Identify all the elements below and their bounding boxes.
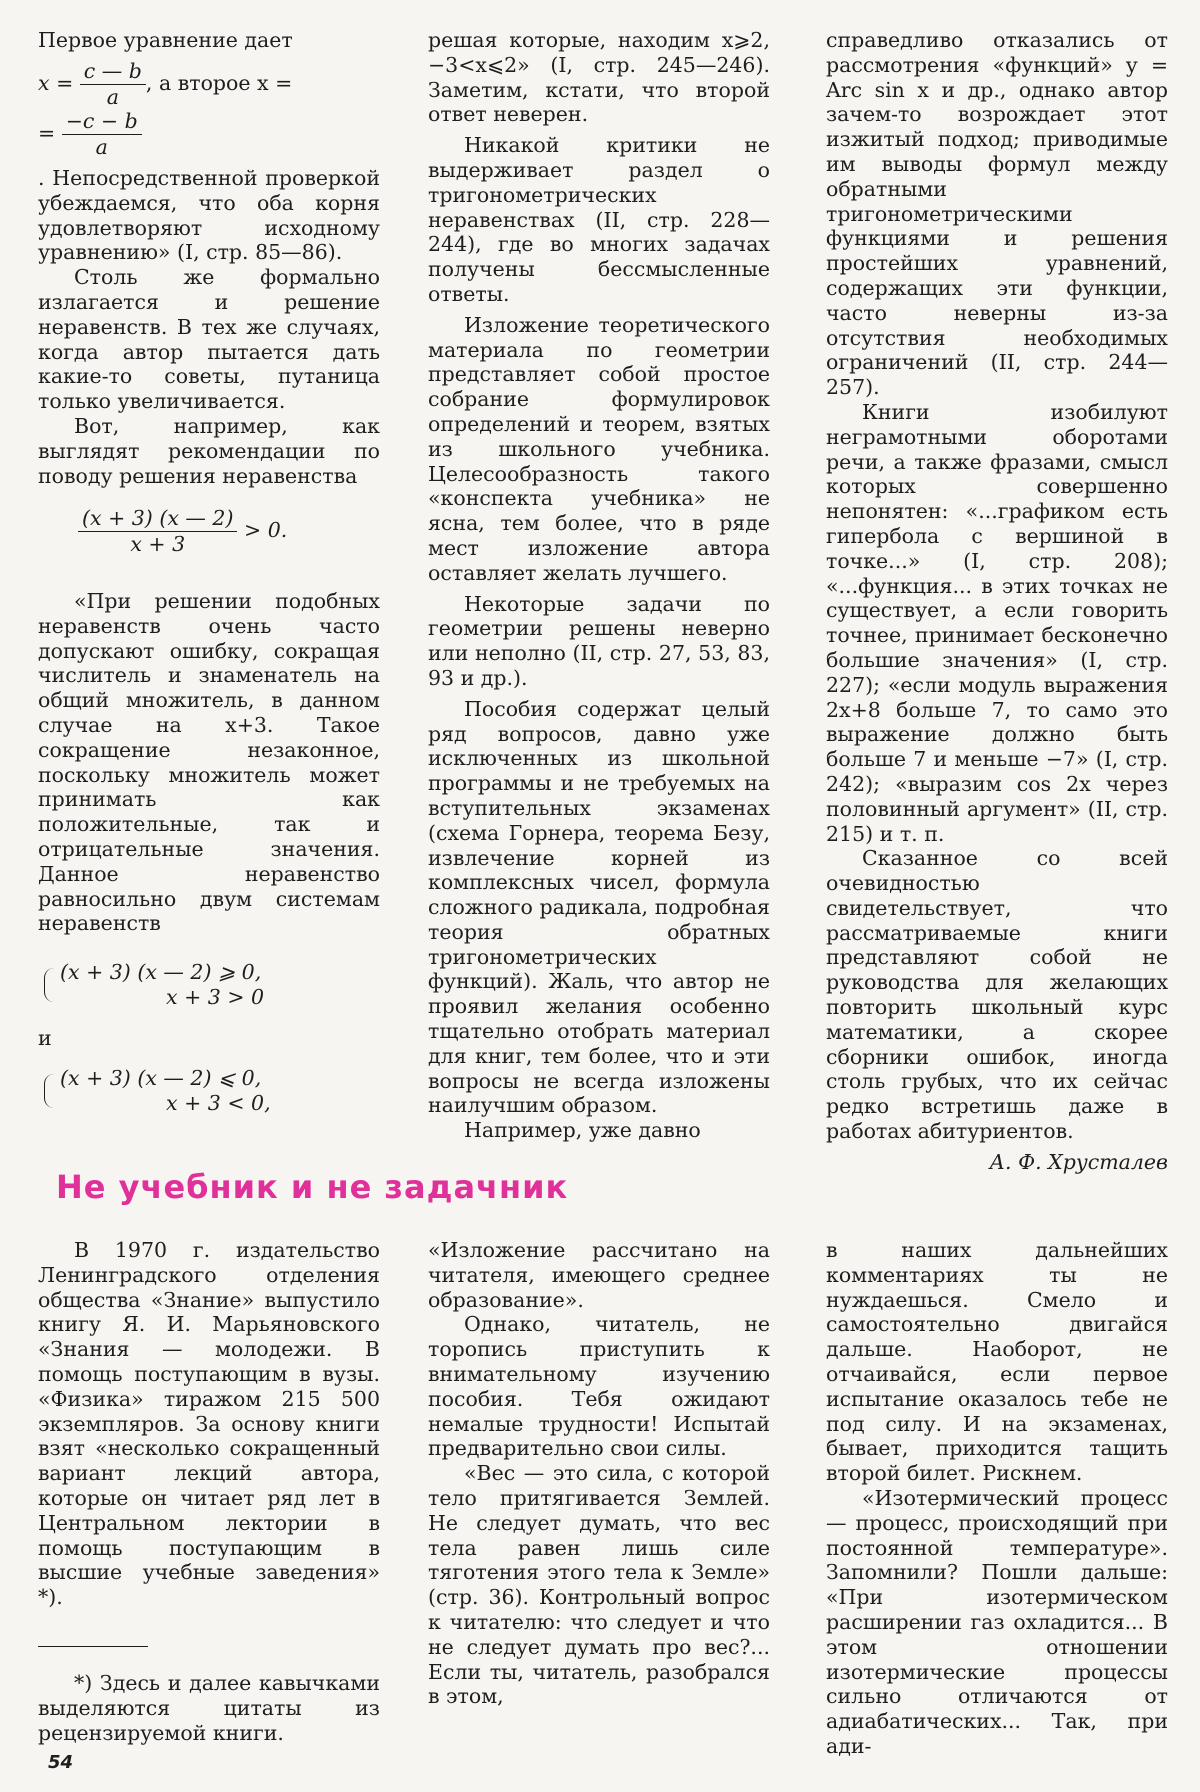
fraction (62, 109, 142, 160)
paragraph: в наших дальнейших комментариях ты не нуждаешься. Смело и самостоятельно двигайся дальше. Наоборот, не отчаивайся, если первое испытание оказалось тебе не под силу. И на экзаменах, бывает, приходится тащить второй билет. Рискнем. (826, 1238, 1168, 1486)
paragraph: Некоторые задачи по геометрии решены неверно или неполно (II, стр. 27, 53, 83, 93 и др.). (428, 591, 770, 690)
footnote-divider (38, 1646, 148, 1647)
fraction-denominator: a (95, 135, 108, 160)
text: Первое уравнение дает (38, 28, 293, 52)
paragraph: «Изотермический процесс — процесс, происходящий при постоянной температуре». Запомнили? Пошли дальше: «При изотермическом расширении газ охладится... В этом отношении изотермические процессы сильно отличаются от адиабатических... Так, при ади- (826, 1485, 1168, 1758)
paragraph: Книги изобилуют неграмотными оборотами речи, а также фразами, смысл которых совершенно непонятен: «...графиком есть гипербола с вершиной в точке...» (I, стр. 208); «...функция... в этих точках не существует, а если говорить точнее, принимает бесконечно большие значения» (I, стр. 227); «если модуль выражения 2x+8 больше 7, то само это выражение должно быть больше 7 и меньше −7» (I, стр. 242); «выразим cos 2x через половинный аргумент» (II, стр. 215) и т. п. (826, 399, 1168, 846)
brace (44, 1074, 55, 1108)
paragraph: В 1970 г. издательство Ленинградского отделения общества «Знание» выпустило книгу Я. И. Марьяновского «Знания — молодежи. В помощь поступающим в вузы. «Физика» тиражом 215 500 экземпляров. За основу книги взят «несколько сокращенный вариант лекций автора, которые он читает ряд лет в Центральном лектории в помощь поступающим в высшие учебные заведения» *). (38, 1238, 380, 1610)
inequality (38, 506, 380, 557)
fraction (78, 506, 237, 557)
paragraph: справедливо отказались от рассмотрения «функций» y = Arc sin x и др., однако автор зачем-то возрождает этот изжитый подход; приводимые им выводы формул между обратными тригонометрическими функциями и решения простейших уравнений, содержащих эти функции, часто неверны из-за отсутствия необходимых ограничений (II, стр. 244—257). (826, 28, 1168, 400)
paragraph: Вот, например, как выглядят рекомендации по поводу решения неравенства (38, 413, 380, 488)
paragraph: Никакой критики не выдерживает раздел о тригонометрических неравенствах (II, стр. 228—244), где во многих задачах получены бессмысленные ответы. (428, 133, 770, 306)
conjunction: и (38, 1025, 52, 1050)
author-signature: А. Ф. Хрусталев (989, 1149, 1168, 1174)
paragraph: Изложение теоретического материала по геометрии представляет собой простое собрание формулировок определений и теорем, взятых из школьного учебника. Целесообразность такого «конспекта учебника» не ясна, тем более, что в ряде мест изложение автора оставляет желать лучшего. (428, 312, 770, 585)
footnote: *) Здесь и далее кавычками выделяются цитаты из рецензируемой книги. (38, 1670, 380, 1745)
article2-column-1 (38, 1238, 380, 1745)
paragraph: «Вес — это сила, с которой тело притягивается Землей. Не следует думать, что вес тела равен лишь силе тяготения этого тела к Земле» (стр. 36). Контрольный вопрос к читателю: что следует и что не следует думать про вес?... Если ты, читатель, разобрался в этом, (428, 1461, 770, 1709)
system-line: (x + 3) (x — 2) ⩾ 0, (60, 960, 262, 985)
article2-column-2 (428, 1238, 770, 1709)
fraction-numerator: (x + 3) (x — 2) (78, 506, 237, 532)
system-line: x + 3 > 0 (166, 984, 265, 1009)
article-title: Не учебник и не задачник (56, 1168, 569, 1206)
article1-column-1 (38, 28, 380, 1132)
text: , а второе x = (145, 70, 293, 95)
article1-column-2 (428, 28, 770, 1143)
paragraph: «При решении подобных неравенств очень часто допускают ошибку, сокращая числитель и знаменатель на общий множитель, в данном случае на x+3. Такое сокращение незаконное, поскольку множитель может принимать как положительные, так и отрицательные значения. Данное неравенство равносильно двум системам неравенств (38, 588, 380, 936)
paragraph: Однако, читатель, не торопись приступить к внимательному изучению пособия. Тебя ожидают немалые трудности! Испытай предварительно свои силы. (428, 1312, 770, 1461)
article2-column-3 (826, 1238, 1168, 1759)
article1-column-3 (826, 28, 1168, 1175)
system-line: x + 3 < 0, (166, 1091, 271, 1116)
paragraph: Пособия содержат целый ряд вопросов, давно уже исключенных из школьной программы и не требуемых на вступительных экзаменах (схема Горнера, теорема Безу, извлечение корней из комплексных чисел, формула сложного радикала, подробная теория обратных тригонометрических функций). Жаль, что автор не проявил желания особенно тщательно отобрать материал для книг, тем более, что и эти вопросы не всегда изложены наилучшим образом. (428, 696, 770, 1118)
fraction-denominator: x + 3 (130, 532, 186, 557)
fraction-numerator: c — b (80, 59, 146, 85)
inequality-rhs: > 0. (244, 518, 288, 543)
brace (44, 968, 55, 1002)
paragraph: Сказанное со всей очевидностью свидетельствует, что рассматриваемые книги представляют собой не руководства для желающих повторить школьный курс математики, а скорее сборники ошибок, иногда столь грубых, что их сейчас редко встретишь даже в работах абитуриентов. (826, 846, 1168, 1144)
fraction-denominator: a (106, 84, 119, 109)
inequality-system-1 (38, 960, 380, 1010)
paragraph: решая которые, находим x⩾2, −3<x⩽2» (I, стр. 245—246). Заметим, кстати, что второй ответ неверен. (428, 28, 770, 127)
paragraph: Столь же формально излагается и решение неравенств. В тех же случаях, когда автор пытается дать какие-то советы, путаница только увеличивается. (38, 265, 380, 414)
equation-roots: x = $\frac{c — b}{a}$ , а второе x = = $\frac{-c - b}{a}$ (38, 58, 293, 160)
paragraph: . Непосредственной проверкой убеждаемся, что оба корня удовлетворяют исходному уравнению» (I, стр. 85—86). (38, 165, 380, 265)
paragraph: Например, уже давно (464, 1118, 701, 1143)
eq-lhs: x (38, 70, 50, 95)
paragraph (38, 28, 380, 53)
fraction-numerator: −c − b (62, 109, 142, 135)
system-line: (x + 3) (x — 2) ⩽ 0, (60, 1066, 262, 1091)
fraction (80, 59, 146, 110)
inequality-system-2 (38, 1066, 380, 1116)
page-number: 54 (48, 1752, 74, 1773)
paragraph: «Изложение рассчитано на читателя, имеющего среднее образование». (428, 1238, 770, 1312)
